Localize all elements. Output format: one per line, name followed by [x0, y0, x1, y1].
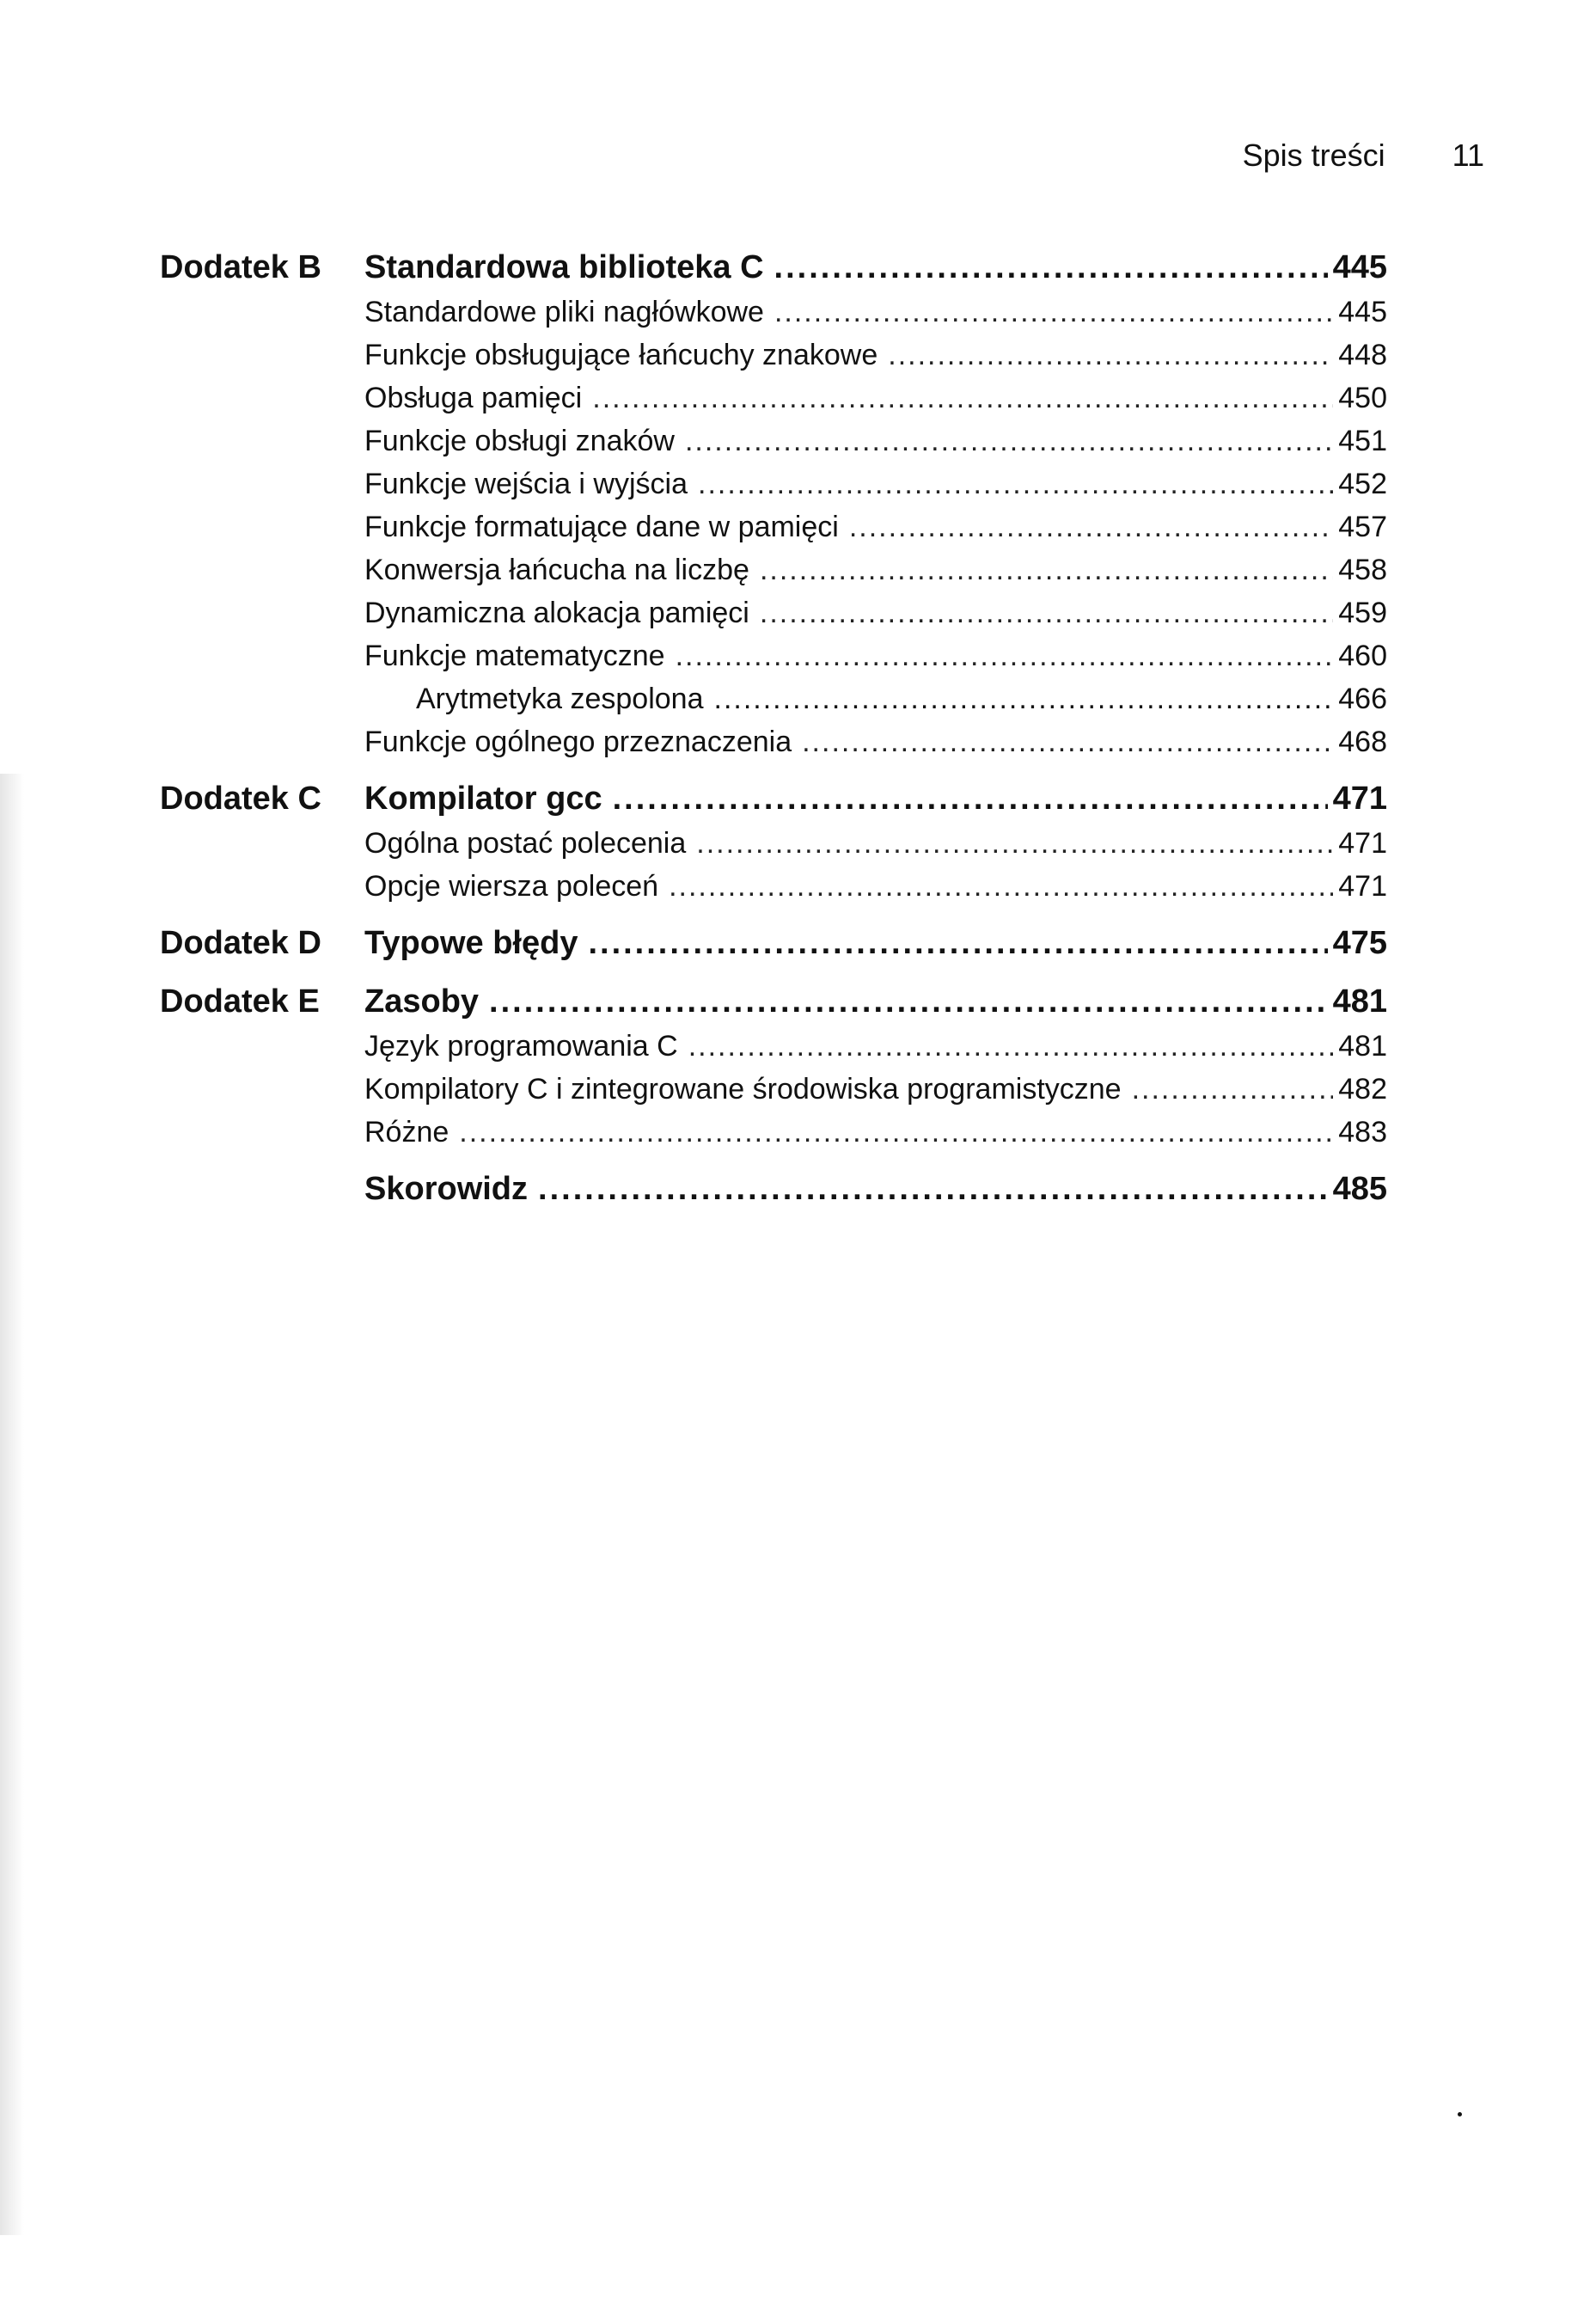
dot-leader — [696, 827, 1333, 861]
section-page-number: 482 — [1338, 1073, 1387, 1106]
group-gap — [160, 971, 1387, 983]
section-title: Funkcje obsługujące łańcuchy znakowe — [364, 339, 878, 371]
dot-leader — [760, 597, 1333, 630]
dot-leader — [774, 249, 1328, 286]
dot-leader — [714, 683, 1334, 716]
dot-leader — [538, 1171, 1328, 1208]
dot-leader — [669, 870, 1333, 903]
toc-chapter-row[interactable] — [160, 249, 1387, 296]
toc-section-row[interactable] — [160, 640, 1387, 683]
section-page-number: 471 — [1338, 870, 1387, 903]
dot-leader — [774, 296, 1333, 329]
section-page-number: 458 — [1338, 554, 1387, 586]
chapter-title: Typowe błędy — [364, 925, 578, 961]
section-page-number: 452 — [1338, 468, 1387, 500]
toc-subsection-row[interactable] — [160, 683, 1387, 726]
toc-section-row[interactable] — [160, 339, 1387, 382]
section-page-number: 448 — [1338, 339, 1387, 371]
chapter-page-number: 445 — [1332, 249, 1387, 285]
section-page-number: 481 — [1338, 1030, 1387, 1063]
dot-leader — [459, 1116, 1333, 1149]
section-title: Język programowania C — [364, 1030, 678, 1063]
section-title: Dynamiczna alokacja pamięci — [364, 597, 749, 629]
group-gap — [160, 913, 1387, 925]
toc-section-row[interactable] — [160, 1073, 1387, 1116]
chapter-page-number: 481 — [1332, 983, 1387, 1020]
chapter-page-number: 485 — [1332, 1171, 1387, 1207]
toc-entry[interactable] — [364, 1073, 1387, 1106]
dot-leader — [489, 983, 1328, 1020]
table-of-contents — [160, 249, 1387, 1217]
toc-entry[interactable] — [364, 339, 1387, 372]
chapter-page-number: 471 — [1332, 781, 1387, 817]
dot-leader — [849, 511, 1333, 544]
group-gap — [160, 1159, 1387, 1171]
toc-chapter-row[interactable] — [160, 983, 1387, 1030]
section-page-number: 451 — [1338, 425, 1387, 457]
toc-entry[interactable] — [364, 597, 1387, 630]
toc-entry[interactable] — [364, 827, 1387, 861]
toc-entry[interactable] — [364, 1116, 1387, 1149]
dot-leader — [613, 781, 1328, 818]
toc-section-row[interactable] — [160, 726, 1387, 769]
chapter-title: Standardowa biblioteka C — [364, 249, 764, 285]
toc-entry[interactable] — [364, 511, 1387, 544]
toc-entry[interactable] — [364, 382, 1387, 415]
toc-entry[interactable] — [364, 425, 1387, 458]
appendix-label: Dodatek C — [160, 781, 321, 817]
section-page-number: 483 — [1338, 1116, 1387, 1148]
dot-leader — [688, 1030, 1334, 1063]
section-title: Obsługa pamięci — [364, 382, 583, 414]
toc-entry[interactable] — [364, 640, 1387, 673]
section-page-number: 468 — [1338, 726, 1387, 758]
dot-leader — [760, 554, 1333, 587]
running-header — [1243, 138, 1484, 174]
chapter-title: Zasoby — [364, 983, 480, 1020]
toc-section-row[interactable] — [160, 870, 1387, 913]
group-gap — [160, 769, 1387, 781]
section-page-number: 466 — [1338, 683, 1387, 715]
stray-ink-dot — [1458, 2112, 1462, 2116]
dot-leader — [588, 925, 1327, 962]
toc-section-row[interactable] — [160, 382, 1387, 425]
dot-leader — [676, 640, 1334, 673]
section-title: Kompilatory C i zintegrowane środowiska programistyczne — [364, 1073, 1122, 1106]
appendix-label: Dodatek D — [160, 925, 321, 961]
toc-entry[interactable] — [364, 726, 1387, 759]
toc-section-row[interactable] — [160, 425, 1387, 468]
section-title: Funkcje matematyczne — [364, 640, 665, 672]
dot-leader — [1132, 1073, 1334, 1106]
toc-entry[interactable] — [364, 1171, 1387, 1208]
toc-entry[interactable] — [364, 925, 1387, 962]
toc-entry[interactable] — [364, 781, 1387, 818]
toc-entry[interactable] — [364, 554, 1387, 587]
toc-entry[interactable] — [364, 870, 1387, 903]
appendix-label: Dodatek E — [160, 983, 320, 1020]
toc-section-row[interactable] — [160, 827, 1387, 870]
appendix-label: Dodatek B — [160, 249, 321, 285]
dot-leader — [802, 726, 1333, 759]
toc-entry[interactable] — [364, 983, 1387, 1020]
section-title: Funkcje obsługi znaków — [364, 425, 675, 457]
chapter-title: Skorowidz — [364, 1171, 529, 1207]
chapter-page-number: 475 — [1332, 925, 1387, 961]
toc-section-row[interactable] — [160, 468, 1387, 511]
toc-entry[interactable] — [364, 468, 1387, 501]
toc-section-row[interactable] — [160, 296, 1387, 339]
dot-leader — [698, 468, 1333, 501]
dot-leader — [685, 425, 1333, 458]
toc-chapter-row[interactable] — [160, 1171, 1387, 1217]
header-page-number: 11 — [1452, 138, 1484, 173]
toc-entry[interactable] — [364, 296, 1387, 329]
section-title: Funkcje wejścia i wyjścia — [364, 468, 688, 500]
toc-section-row[interactable] — [160, 1116, 1387, 1159]
section-title: Arytmetyka zespolona — [416, 683, 704, 715]
header-title: Spis treści — [1242, 138, 1385, 173]
chapter-title: Kompilator gcc — [364, 781, 602, 817]
section-page-number: 460 — [1338, 640, 1387, 672]
toc-entry[interactable] — [364, 683, 1387, 716]
section-title: Opcje wiersza poleceń — [364, 870, 659, 903]
section-title: Różne — [364, 1116, 449, 1148]
toc-entry[interactable] — [364, 1030, 1387, 1063]
section-page-number: 457 — [1338, 511, 1387, 543]
toc-entry[interactable] — [364, 249, 1387, 286]
section-title: Ogólna postać polecenia — [364, 827, 687, 860]
dot-leader — [592, 382, 1333, 415]
section-page-number: 445 — [1338, 296, 1387, 328]
toc-chapter-row[interactable] — [160, 925, 1387, 971]
section-title: Standardowe pliki nagłówkowe — [364, 296, 764, 328]
toc-section-row[interactable] — [160, 554, 1387, 597]
section-page-number: 459 — [1338, 597, 1387, 629]
section-title: Funkcje formatujące dane w pamięci — [364, 511, 839, 543]
section-page-number: 471 — [1338, 827, 1387, 860]
toc-chapter-row[interactable] — [160, 781, 1387, 827]
section-page-number: 450 — [1338, 382, 1387, 414]
section-title: Funkcje ogólnego przeznaczenia — [364, 726, 792, 758]
dot-leader — [888, 339, 1333, 372]
page-edge-shadow — [0, 774, 24, 2235]
toc-section-row[interactable] — [160, 1030, 1387, 1073]
section-title: Konwersja łańcucha na liczbę — [364, 554, 749, 586]
toc-section-row[interactable] — [160, 597, 1387, 640]
toc-section-row[interactable] — [160, 511, 1387, 554]
